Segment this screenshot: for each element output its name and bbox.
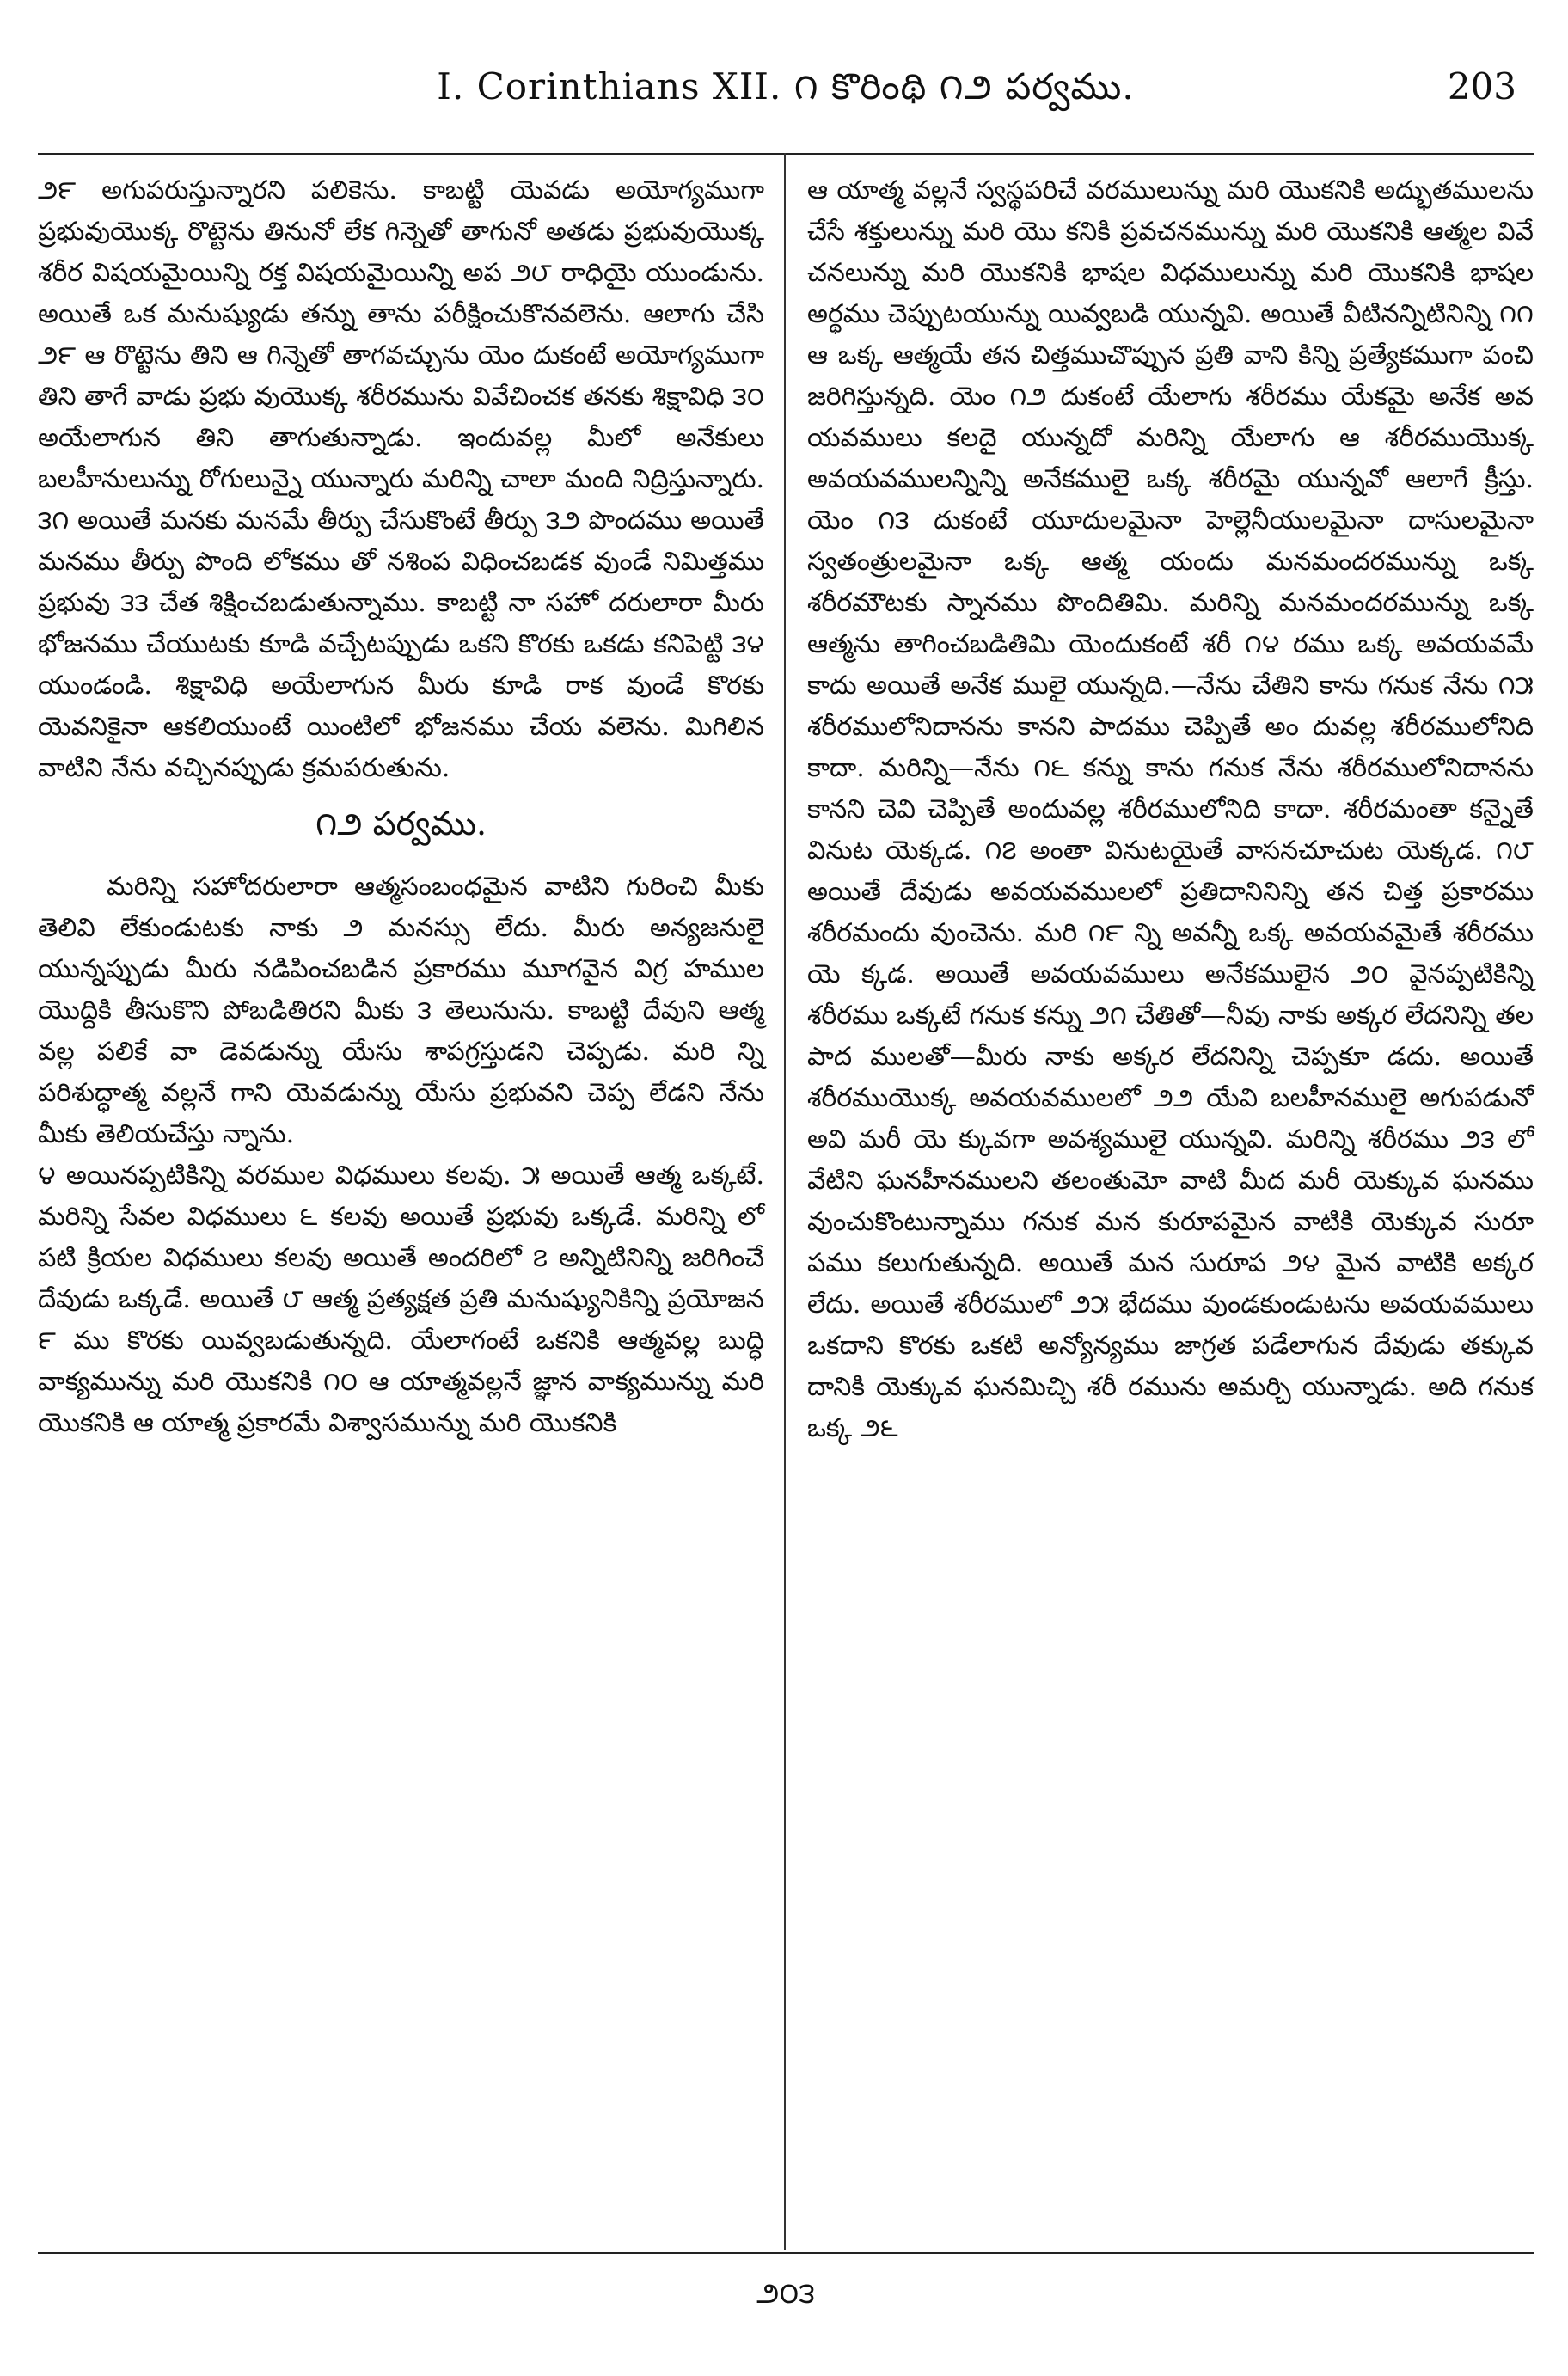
right-paragraph-1: ఆ యాత్మ వల్లనే స్వస్థపరిచే వరములున్ను మరి యొకనికి అద్భుతములను చేసే శక్తులున్ను మరి యొ కనికి ప్రవచనమున్ను మరి యొకనికి ఆత్మల వివే చనలున్ను మరి యొకనికి భాషల విధములున్ను మరి యొకనికి భాషల అర్థము చెప్పుటయున్ను యివ్వబడి యున్నవి. అయితే వీటినన్నిటినిన్ని ౧౧ ఆ ఒక్క ఆత్మయే తన చిత్తముచొప్పున ప్రతి వాని కిన్ని ప్రత్యేకముగా పంచి జరిగిస్తున్నది. యెం ౧౨ దుకంటే యేలాగు శరీరము యేకమై అనేక అవ యవములు కలదై యున్నదో మరిన్ని యేలాగు ఆ శరీరముయొక్క అవయవములన్నిన్ని అనేకములై ఒక్క శరీరమై యున్నవో ఆలాగే క్రీస్తు. యెం ౧౩ దుకంటే యూదులమైనా హెల్లెనీయులమైనా దాసులమైనా స్వతంత్రులమైనా ఒక్క ఆత్మ యందు మనమందరమున్ను ఒక్క శరీరమౌటకు స్నానము పొందితిమి. మరిన్ని మనమందరమున్ను ఒక్క ఆత్మను తాగించబడితిమి యెందుకంటే శరీ ౧౪ రము ఒక్క అవయవమే కాదు అయితే అనేక ములై యున్నది.—నేను చేతిని కాను గనుక నేను ౧౫ శరీరములోనిదానను కానని పాదము చెప్పితే అం దువల్ల శరీరములోనిది కాదా. మరిన్ని—నేను ౧౬ కన్ను కాను గనుక నేను శరీరములోనిదానను కానని చెవి చెప్పితే అందువల్ల శరీరములోనిది కాదా. శరీరమంతా కన్నైతే వినుట యెక్కడ. ౧౭ అంతా వినుటయైతే వాసనచూచుట యెక్కడ. ౧౮ అయితే దేవుడు అవయవములలో ప్రతిదానినిన్ని తన చిత్త ప్రకారము శరీరమందు వుంచెను. మరి ౧౯ న్ని అవన్నీ ఒక్క అవయవమైతే శరీరము యె క్కడ. అయితే అవయవములు అనేకములైన ౨౦ వైనప్పటికిన్ని శరీరము ఒక్కటే గనుక కన్ను ౨౧ చేతితో—నీవు నాకు అక్కర లేదనిన్ని తల పాద ములతో—మీరు నాకు అక్కర లేదనిన్ని చెప్పకూ డదు. అయితే శరీరముయొక్క అవయవములలో ౨౨ యేవి బలహీనములై అగుపడునో అవి మరీ యె క్కువగా అవశ్యములై యున్నవి. మరిన్ని శరీరము ౨౩ లో వేటిని ఘనహీనములని తలంతుమో వాటి మీద మరీ యెక్కువ ఘనము వుంచుకొంటున్నాము గనుక మన కురూపమైన వాటికి యెక్కువ సురూ పము కలుగుతున్నది. అయితే మన సురూప ౨౪ మైన వాటికి అక్కర లేదు. అయితే శరీరములో ౨౫ భేదము వుండకుండుటను అవయవములు ఒకదాని కొరకు ఒకటి అన్యోన్యము జాగ్రత పడేలాగున దేవుడు తక్కువ దానికి యెక్కువ ఘనమిచ్చి శరీ రమును అమర్చి యున్నాడు. అది గనుక ఒక్క ౨౬ <box>807 175 1534 1443</box>
header-title: I. Corinthians XII. ౧ కొరింథి ౧౨ పర్వము. <box>437 65 1135 107</box>
right-column <box>807 170 1534 2250</box>
running-header <box>38 41 1534 155</box>
left-paragraph-2: మరిన్ని సహోదరులారా ఆత్మసంబంధమైన వాటిని గురించి మీకు తెలివి లేకుండుటకు నాకు ౨ మనస్సు లేదు. మీరు అన్యజనులై యున్నప్పుడు మీరు నడిపించబడిన ప్రకారము మూగవైన విగ్ర హముల యొద్దికి తీసుకొని పోబడితిరని మీకు ౩ తెలునును. కాబట్టి దేవుని ఆత్మ వల్ల పలికే వా డెవడున్ను యేసు శాపగ్రస్తుడని చెప్పడు. మరి న్ని పరిశుద్ధాత్మ వల్లనే గాని యెవడున్ను యేసు ప్రభువని చెప్ప లేడని నేను మీకు తెలియచేస్తు న్నాను. <box>38 872 764 1149</box>
footer-page-number: ౨౦౩ <box>756 2276 815 2311</box>
left-paragraph-3: ౪ అయినప్పటికిన్ని వరముల విధములు కలవు. ౫ అయితే ఆత్మ ఒక్కటే. మరిన్ని సేవల విధములు ౬ కలవు అయితే ప్రభువు ఒక్కడే. మరిన్ని లో పటి క్రియల విధములు కలవు అయితే అందరిలో ౭ అన్నిటినిన్ని జరిగించే దేవుడు ఒక్కడే. అయితే ౮ ఆత్మ ప్రత్యక్షత ప్రతి మనుష్యునికిన్ని ప్రయోజన ౯ ము కొరకు యివ్వబడుతున్నది. యేలాగంటే ఒకనికి ఆత్మవల్ల బుద్ధి వాక్యమున్ను మరి యొకనికి ౧౦ ఆ యాత్మవల్లనే జ్ఞాన వాక్యమున్ను మరి యొకనికి ఆ యాత్మ ప్రకారమే విశ్వాసమున్ను మరి యొకనికి <box>38 1160 764 1438</box>
bottom-rule <box>38 2252 1534 2254</box>
chapter-heading: ౧౨ పర్వము. <box>315 805 487 842</box>
header-page-number: 203 <box>1447 65 1516 107</box>
left-paragraph-1: ౨౯ అగుపరుస్తున్నారని పలికెను. కాబట్టి యెవడు అయోగ్యముగా ప్రభువుయొక్క రొట్టెను తినునో లేక గిన్నెతో తాగునో అతడు ప్రభువుయొక్క శరీర విషయమైయిన్ని రక్త విషయమైయిన్ని అప ౨౮ రాధియై యుండును. అయితే ఒక మనుష్యుడు తన్ను తాను పరీక్షించుకొనవలెను. ఆలాగు చేసి ౨౯ ఆ రొట్టెను తిని ఆ గిన్నెతో తాగవచ్చును యెం దుకంటే అయోగ్యముగా తిని తాగే వాడు ప్రభు వుయొక్క శరీరమును వివేచించక తనకు శిక్షావిధి ౩౦ అయేలాగున తిని తాగుతున్నాడు. ఇందువల్ల మీలో అనేకులు బలహీనులున్ను రోగులున్నై యున్నారు మరిన్ని చాలా మంది నిద్రిస్తున్నారు. ౩౧ అయితే మనకు మనమే తీర్పు చేసుకొంటే తీర్పు ౩౨ పొందము అయితే మనము తీర్పు పొంది లోకము తో నశింప విధించబడక వుండే నిమిత్తము ప్రభువు ౩౩ చేత శిక్షించబడుతున్నాము. కాబట్టి నా సహో దరులారా మీరు భోజనము చేయుటకు కూడి వచ్చేటప్పుడు ఒకని కొరకు ఒకడు కనిపెట్టి ౩౪ యుండండి. శిక్షావిధి అయేలాగున మీరు కూడి రాక వుండే కొరకు యెవనికైనా ఆకలియుంటే యింటిలో భోజనము చేయ వలెను. మిగిలిన వాటిని నేను వచ్చినప్పుడు క్రమపరుతును. <box>38 175 764 783</box>
column-divider <box>784 153 786 2250</box>
page <box>38 41 1534 2311</box>
left-column <box>38 170 764 2250</box>
